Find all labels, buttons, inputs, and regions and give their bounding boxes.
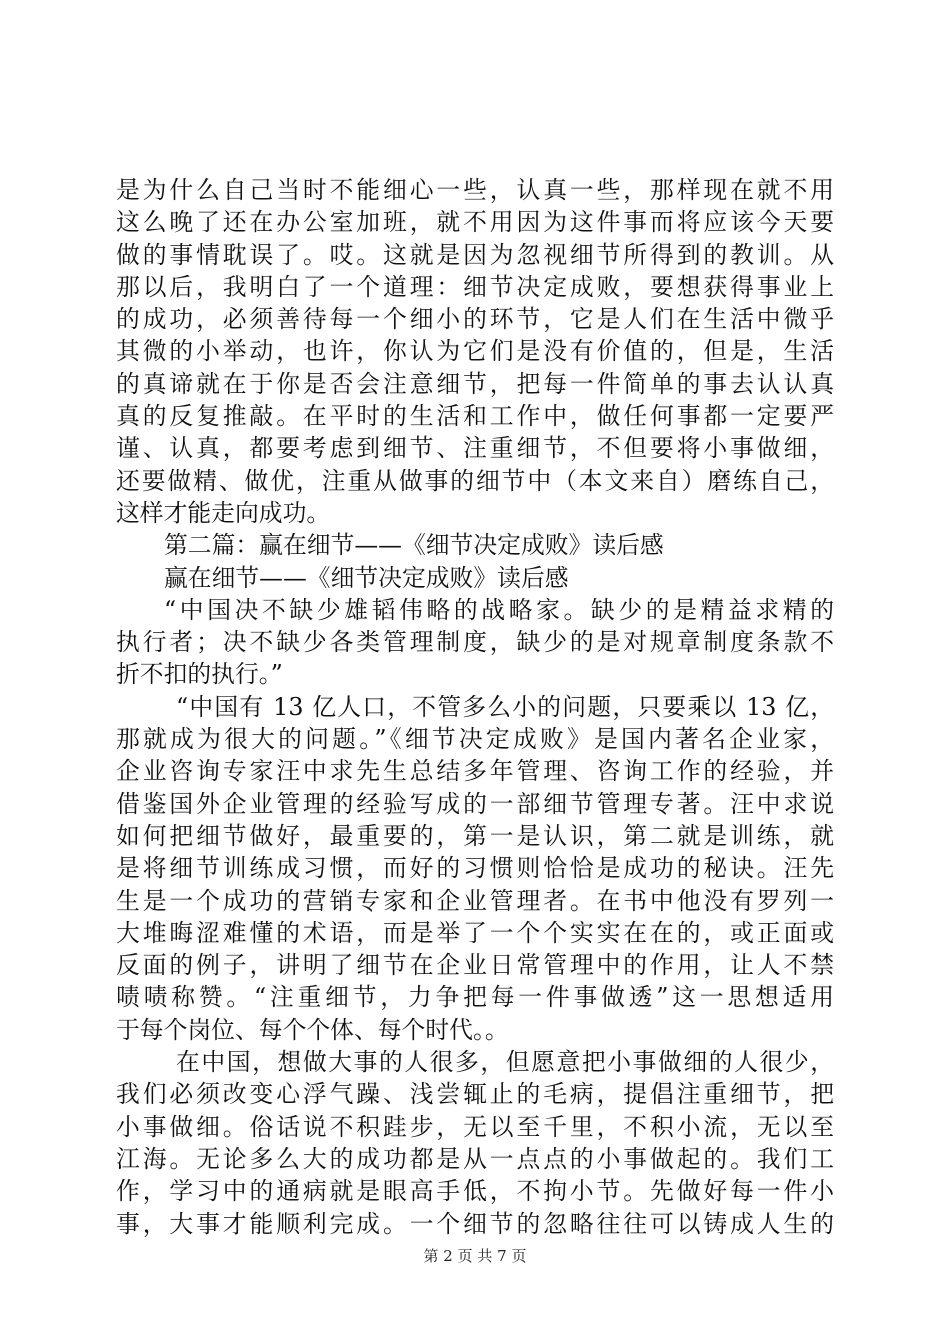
text-line: 折不扣的执行。”	[116, 660, 283, 689]
text-line: “中国有 13 亿人口，不管多么小的问题，只要乘以 13 亿，	[176, 692, 834, 721]
text-line: 是将细节训练成习惯，而好的习惯则恰恰是成功的秘诀。汪先	[116, 854, 834, 883]
text-line: 我们必须改变心浮气躁、浅尝辄止的毛病，提倡注重细节，把	[116, 1080, 834, 1109]
text-line: 啧啧称赞。“注重细节，力争把每一件事做透”这一思想适用	[116, 983, 834, 1012]
text-line: 谨、认真，都要考虑到细节、注重细节，不但要将小事做细，	[116, 434, 834, 463]
page-number-footer: 第 2 页 共 7 页	[423, 1247, 527, 1265]
text-line: 是为什么自己当时不能细心一些，认真一些，那样现在就不用	[116, 176, 834, 204]
article-title: 赢在细节——《细节决定成败》读后感	[164, 563, 569, 592]
text-line: 执行者；决不缺少各类管理制度，缺少的是对规章制度条款不	[116, 628, 834, 657]
paragraph-quote	[116, 594, 834, 691]
text-line: 借鉴国外企业管理的经验写成的一部细节管理专著。汪中求说	[116, 789, 834, 818]
text-line: 那就成为很大的问题。”《细节决定成败》是国内著名企业家，	[116, 725, 834, 754]
text-line: 事，大事才能顺利完成。一个细节的忽略往往可以铸成人生的	[116, 1209, 834, 1238]
document-body	[116, 174, 834, 1240]
text-line: 生是一个成功的营销专家和企业管理者。在书中他没有罗列一	[116, 886, 834, 915]
text-line: 那以后，我明白了一个道理：细节决定成败，要想获得事业上	[116, 272, 834, 301]
text-line: 做的事情耽误了。哎。这就是因为忽视细节所得到的教训。从	[116, 240, 834, 269]
text-line: 其微的小举动，也许，你认为它们是没有价值的，但是，生活	[116, 337, 834, 366]
text-line: 企业咨询专家汪中求先生总结多年管理、咨询工作的经验，并	[116, 757, 834, 786]
paragraph-book-intro	[116, 691, 834, 1046]
text-line: 这么晚了还在办公室加班，就不用因为这件事而将应该今天要	[116, 208, 834, 237]
text-line: 江海。无论多么大的成功都是从一点点的小事做起的。我们工	[116, 1144, 834, 1173]
paragraph-small-things	[116, 1046, 834, 1240]
text-line: 反面的例子，讲明了细节在企业日常管理中的作用，让人不禁	[116, 951, 834, 980]
text-line: 这样才能走向成功。	[116, 498, 331, 527]
text-line: 作，学习中的通病就是眼高手低，不拘小节。先做好每一件小	[116, 1177, 834, 1206]
paragraph-continued	[116, 174, 834, 529]
text-line: 大堆晦涩难懂的术语，而是举了一个个实实在在的，或正面或	[116, 918, 834, 947]
text-line: 的真谛就在于你是否会注意细节，把每一件简单的事去认认真	[116, 369, 834, 398]
text-line: 于每个岗位、每个个体、每个时代。。	[116, 1015, 509, 1044]
text-line: 如何把细节做好，最重要的，第一是认识，第二就是训练，就	[116, 821, 834, 850]
text-line: 小事做细。俗话说不积跬步，无以至千里，不积小流，无以至	[116, 1112, 834, 1141]
text-line: “中国决不缺少雄韬伟略的战略家。缺少的是精益求精的	[164, 595, 834, 624]
text-line: 还要做精、做优，注重从做事的细节中（本文来自）磨练自己，	[116, 466, 834, 495]
text-line: 在中国，想做大事的人很多，但愿意把小事做细的人很少，	[176, 1048, 834, 1077]
text-line: 的成功，必须善待每一个细小的环节，它是人们在生活中微乎	[116, 305, 834, 334]
section-heading: 第二篇：赢在细节——《细节决定成败》读后感	[164, 531, 664, 560]
text-line: 真的反复推敲。在平时的生活和工作中，做任何事都一定要严	[116, 402, 834, 431]
